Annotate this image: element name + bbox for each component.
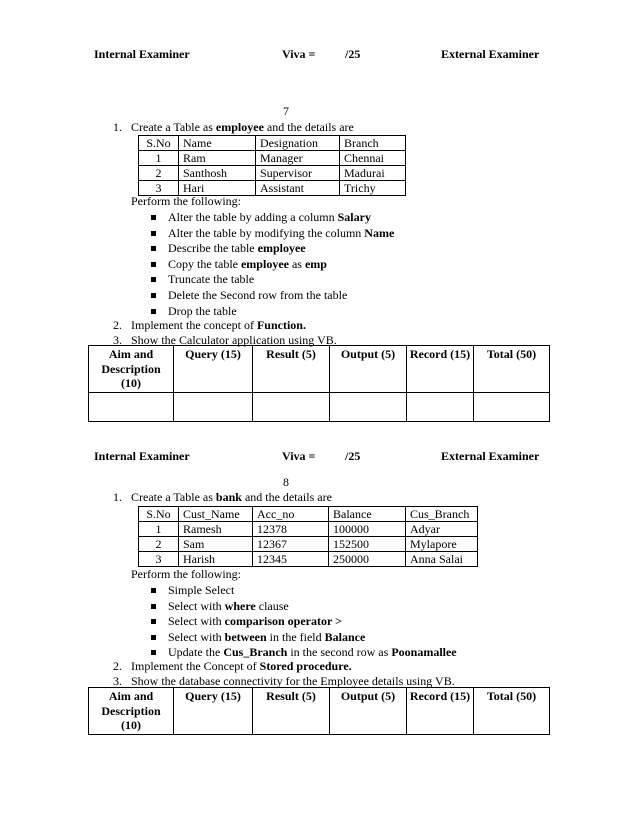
question-3: 3. Show the Calculator application using VB. [113, 333, 337, 347]
internal-examiner-label: Internal Examiner [94, 47, 190, 61]
viva-score: /25 [345, 47, 361, 61]
list-item: Copy the table employee as emp [148, 257, 394, 273]
marks-cell[interactable] [474, 392, 550, 421]
list-item: Select with where clause [148, 599, 457, 615]
table-header-row: S.No Cust_Name Acc_no Balance Cus_Branch [139, 507, 478, 522]
list-item: Select with between in the field Balance [148, 630, 457, 646]
perform-label: Perform the following: [131, 194, 241, 208]
table-row: 2 Santhosh Supervisor Madurai [139, 166, 406, 181]
marks-cell[interactable] [253, 392, 330, 421]
square-bullet-icon [151, 262, 156, 267]
viva-label: Viva = [282, 47, 316, 61]
list-item: Truncate the table [148, 272, 394, 288]
square-bullet-icon [151, 309, 156, 314]
question-2: 2. Implement the Concept of Stored procedure. [113, 659, 352, 673]
viva-label: Viva = [282, 449, 316, 463]
viva-score: /25 [345, 449, 361, 463]
square-bullet-icon [151, 246, 156, 251]
square-bullet-icon [151, 588, 156, 593]
square-bullet-icon [151, 650, 156, 655]
table-header-row: S.No Name Designation Branch [139, 136, 406, 151]
marks-header-row: Aim and Description (10) Query (15) Result (5) Output (5) Record (15) Total (50) [89, 688, 550, 735]
external-examiner-label: External Examiner [441, 449, 540, 463]
question-1: 1. Create a Table as employee and the details are [113, 120, 354, 134]
table-row: 1 Ram Manager Chennai [139, 151, 406, 166]
table-row: 3 Hari Assistant Trichy [139, 181, 406, 196]
square-bullet-icon [151, 215, 156, 220]
list-item: Update the Cus_Branch in the second row as Poonamallee [148, 645, 457, 661]
marks-entry-row [89, 392, 550, 421]
list-item: Drop the table [148, 304, 394, 320]
square-bullet-icon [151, 231, 156, 236]
marks-table [88, 687, 550, 735]
marks-cell[interactable] [407, 392, 474, 421]
list-item: Alter the table by adding a column Salary [148, 210, 394, 226]
employee-table [138, 135, 406, 196]
external-examiner-label: External Examiner [441, 47, 540, 61]
marks-cell[interactable] [330, 392, 407, 421]
task-list [148, 583, 457, 661]
question-2: 2. Implement the concept of Function. [113, 318, 306, 332]
marks-cell[interactable] [174, 392, 253, 421]
question-3: 3. Show the database connectivity for the Employee details using VB. [113, 674, 455, 688]
list-item: Simple Select [148, 583, 457, 599]
task-list [148, 210, 394, 319]
list-item: Delete the Second row from the table [148, 288, 394, 304]
table-row: 1 Ramesh 12378 100000 Adyar [139, 522, 478, 537]
list-item: Alter the table by modifying the column Name [148, 226, 394, 242]
square-bullet-icon [151, 604, 156, 609]
internal-examiner-label: Internal Examiner [94, 449, 190, 463]
exercise-number: 8 [283, 475, 289, 489]
perform-label: Perform the following: [131, 567, 241, 581]
table-row: 2 Sam 12367 152500 Mylapore [139, 537, 478, 552]
list-item: Select with comparison operator > [148, 614, 457, 630]
marks-table [88, 345, 550, 422]
marks-cell[interactable] [89, 392, 174, 421]
marks-header-row: Aim and Description (10) Query (15) Result (5) Output (5) Record (15) Total (50) [89, 346, 550, 393]
table-row: 3 Harish 12345 250000 Anna Salai [139, 552, 478, 567]
square-bullet-icon [151, 635, 156, 640]
square-bullet-icon [151, 277, 156, 282]
question-1: 1. Create a Table as bank and the details are [113, 490, 332, 504]
square-bullet-icon [151, 619, 156, 624]
bank-table [138, 506, 478, 567]
square-bullet-icon [151, 293, 156, 298]
exercise-number: 7 [283, 104, 289, 118]
list-item: Describe the table employee [148, 241, 394, 257]
